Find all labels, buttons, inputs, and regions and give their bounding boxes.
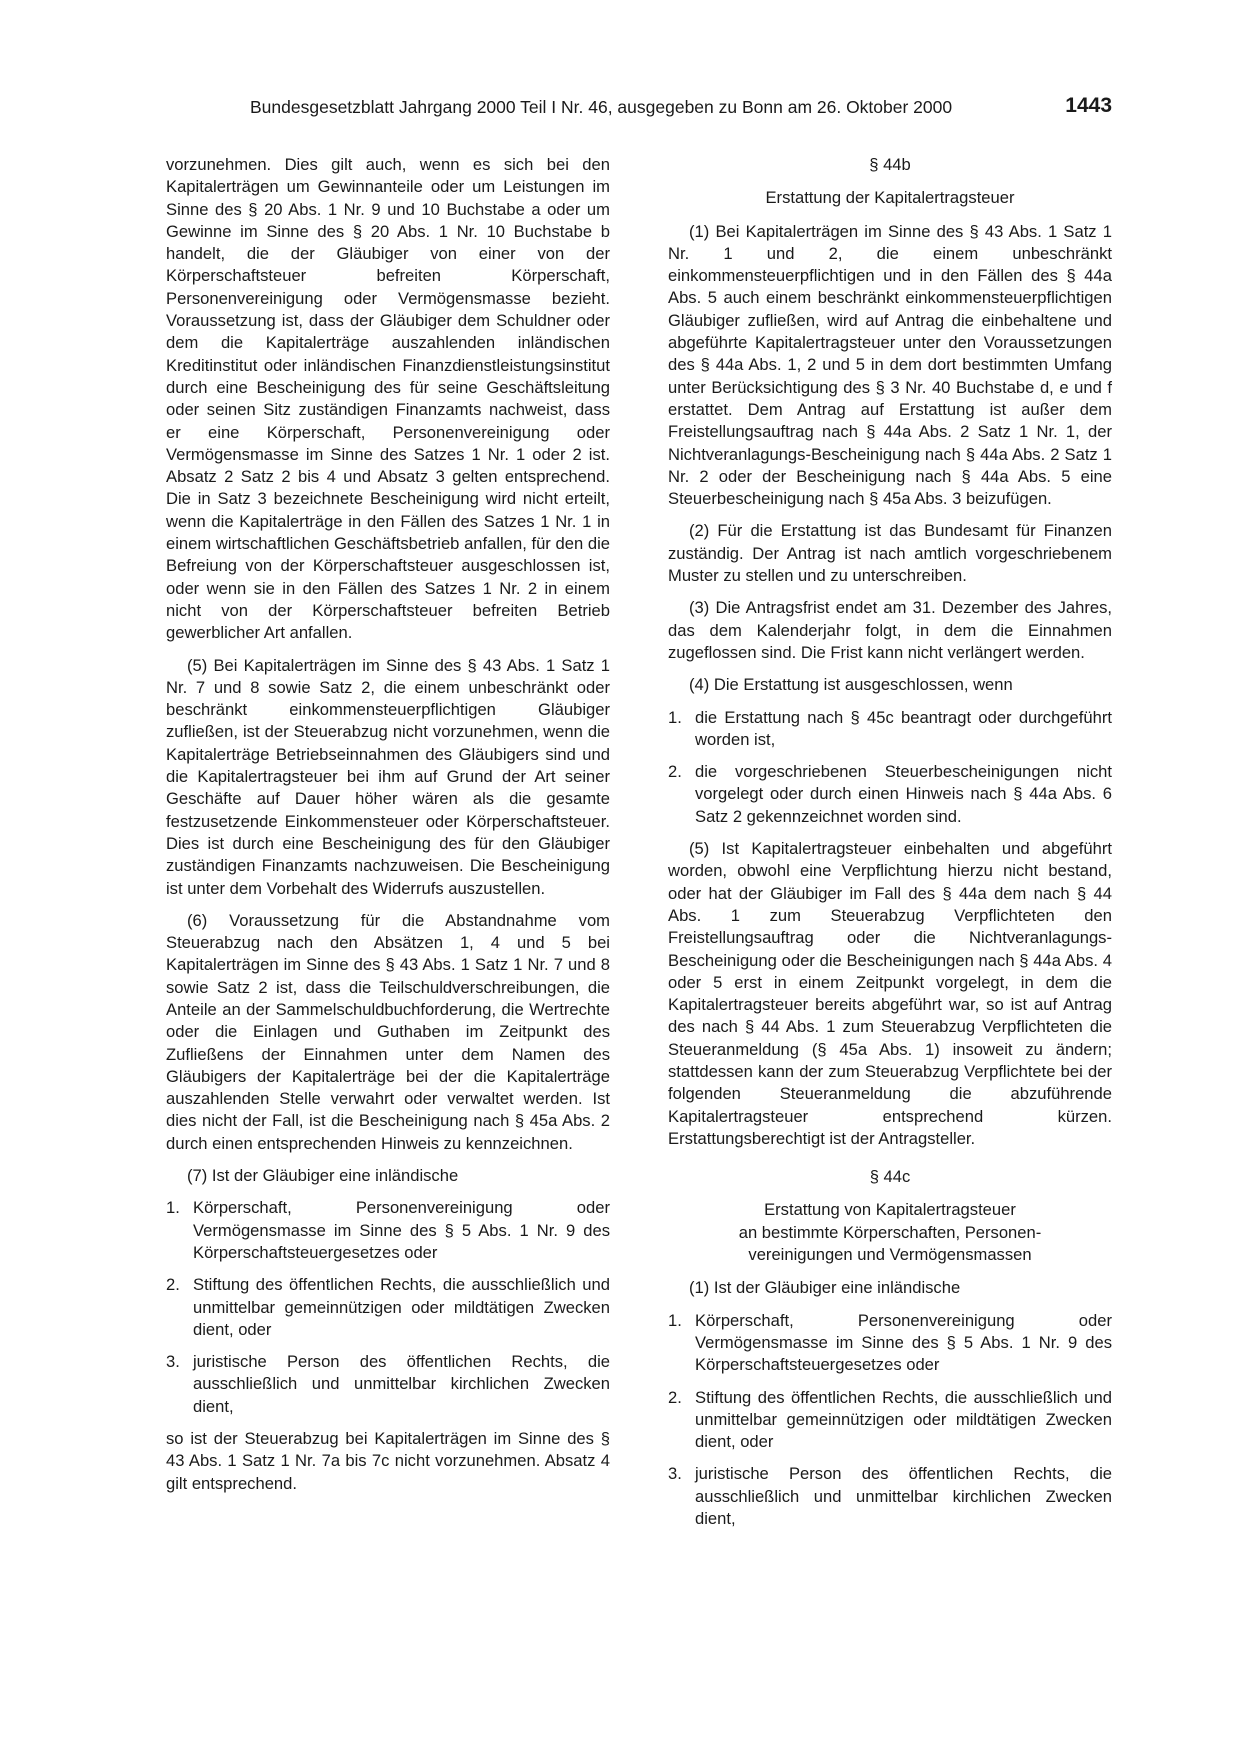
section-44c-title-line: an bestimmte Körperschaften, Personen- xyxy=(738,1222,1042,1242)
header-title: Bundesgesetzblatt Jahrgang 2000 Teil I Nr. 46, ausgegeben zu Bonn am 26. Oktober 2000 xyxy=(250,97,953,117)
section-44b-paragraph-1: (1) Bei Kapitalerträgen im Sinne des § 43 Abs. 1 Satz 1 Nr. 1 und 2, die einem unbeschränkt einkommensteuerpflichtigen und in den Fällen des § 44a Abs. 5 auch einem beschränkt einkommensteuerpflichtigen Gläubiger zufließen, wird auf Antrag die einbehaltene und abgeführte Kapitalertragsteuer unter den Voraussetzungen des § 44a Abs. 1, 2 und 5 in dem dort bestimmten Umfang unter Berücksichtigung des § 3 Nr. 40 Buchstabe d, e und f erstattet. Dem Antrag auf Erstattung ist außer dem Freistellungsauftrag nach § 44a Abs. 2 Satz 1 Nr. 1, der Nichtveranlagungs-Bescheinigung nach § 44a Abs. 2 Satz 1 Nr. 2 oder der Bescheinigung nach § 44a Abs. 5 eine Steuerbescheinigung nach § 45a Abs. 3 beizufügen. xyxy=(668,221,1112,509)
list-item xyxy=(668,707,1112,752)
paragraph-continuation: vorzunehmen. Dies gilt auch, wenn es sich bei den Kapitalerträgen um Gewinnanteile oder um Leistungen im Sinne des § 20 Abs. 1 Nr. 9 und 10 Buchstabe a oder um Gewinne im Sinne des § 20 Abs. 1 Nr. 10 Buchstabe b handelt, die der Gläubiger von einer von der Körperschaftsteuer befreiten Körperschaft, Personenvereinigung oder Vermögensmasse bezieht. Voraussetzung ist, dass der Gläubiger dem Schuldner oder dem die Kapitalerträge auszahlenden inländischen Kreditinstitut oder inländischen Finanzdienstleistungsinstitut durch eine Bescheinigung des für seine Geschäftsleitung oder seinen Sitz zuständigen Finanzamts nachweist, dass er eine Körperschaft, Personenvereinigung oder Vermögensmasse im Sinne des Satzes 1 Nr. 1 oder 2 ist. Absatz 2 Satz 2 bis 4 und Absatz 3 gelten entsprechend. Die in Satz 3 bezeichnete Bescheinigung wird nicht erteilt, wenn die Kapitalerträge in den Fällen des Satzes 1 Nr. 1 in einem wirtschaftlichen Geschäftsbetrieb anfallen, für den die Befreiung von der Körperschaftsteuer ausgeschlossen ist, oder wenn sie in den Fällen des Satzes 1 Nr. 2 in einem nicht von der Körperschaftsteuer befreiten Betrieb gewerblicher Art anfallen. xyxy=(166,155,610,643)
paragraph-7-lead: (7) Ist der Gläubiger eine inländische xyxy=(187,1166,459,1186)
page-header xyxy=(164,94,1112,127)
section-44b-paragraph-4-list xyxy=(668,707,1112,828)
list-item xyxy=(668,1310,1112,1377)
list-text: Stiftung des öffentlichen Rechts, die ausschließlich und unmittelbar gemeinnützigen oder mildtätigen Zwecken dient, oder xyxy=(193,1275,610,1339)
section-44c-title-line: Erstattung von Kapitalertragsteuer xyxy=(764,1200,1016,1220)
section-44b-paragraph-2: (2) Für die Erstattung ist das Bundesamt für Finanzen zuständig. Der Antrag ist nach amtlich vorgeschriebenem Muster zu stellen und zu unterschreiben. xyxy=(668,521,1112,586)
page-number: 1443 xyxy=(1065,94,1112,117)
section-44b-number: § 44b xyxy=(869,155,911,174)
list-number: 2. xyxy=(668,1387,682,1407)
list-number: 2. xyxy=(668,762,682,782)
right-column xyxy=(668,154,1112,1540)
list-text: juristische Person des öffentlichen Rechts, die ausschließlich und unmittelbar kirchlichen Zwecken dient, xyxy=(695,1464,1112,1529)
list-number: 3. xyxy=(166,1352,180,1372)
section-44b-paragraph-5: (5) Ist Kapitalertragsteuer einbehalten und abgeführt worden, obwohl eine Verpflichtung hierzu nicht bestand, oder hat der Gläubiger im Fall des § 44a dem nach § 44 Abs. 1 zum Steuerabzug Verpflichteten den Freistellungsauftrag oder die Nichtveranlagungs-Bescheinigung oder die Bescheinigungen nach § 44a Abs. 4 oder 5 erst in einem Zeitpunkt vorgelegt, in dem die Kapitalertragsteuer bereits abgeführt war, so ist auf Antrag des nach § 44 Abs. 1 zum Steuerabzug Verpflichteten die Steueranmeldung (§ 45a Abs. 1) insoweit zu ändern; stattdessen kann der zum Steuerabzug Verpflichtete bei der folgenden Steueranmeldung die abzuführende Kapitalertragsteuer entsprechend kürzen. Erstattungsberechtigt ist der Antragsteller. xyxy=(668,839,1112,1148)
list-item xyxy=(166,1351,610,1418)
paragraph-7-tail: so ist der Steuerabzug bei Kapitalerträgen im Sinne des § 43 Abs. 1 Satz 1 Nr. 7a bis 7c nicht vorzunehmen. Absatz 4 gilt entsprechend. xyxy=(166,1429,610,1493)
list-text: Körperschaft, Personenvereinigung oder Vermögensmasse im Sinne des § 5 Abs. 1 Nr. 9 des Körperschaftsteuergesetzes oder xyxy=(695,1310,1112,1375)
list-text: juristische Person des öffentlichen Rechts, die ausschließlich und unmittelbar kirchlichen Zwecken dient, xyxy=(193,1352,610,1416)
section-44c-paragraph-1-list xyxy=(668,1310,1112,1531)
left-column xyxy=(166,154,610,1505)
paragraph-5: (5) Bei Kapitalerträgen im Sinne des § 43 Abs. 1 Satz 1 Nr. 7 und 8 sowie Satz 2, die einem unbeschränkt oder beschränkt einkommensteuerpflichtigen Gläubiger zufließen, ist der Steuerabzug nicht vorzunehmen, wenn die Kapitalerträge Betriebseinnahmen des Gläubigers sind und die Kapitalertragsteuer bei ihm auf Grund der Art seiner Geschäfte auf Dauer höher wären als die gesamte festzusetzende Einkommensteuer oder Körperschaftsteuer. Dies ist durch eine Bescheinigung des für den Gläubiger zuständigen Finanzamts nachzuweisen. Die Bescheinigung ist unter dem Vorbehalt des Widerrufs auszustellen. xyxy=(166,655,610,898)
list-item xyxy=(166,1274,610,1341)
paragraph-7-list xyxy=(166,1197,610,1418)
list-number: 2. xyxy=(166,1275,180,1295)
list-item xyxy=(668,1463,1112,1530)
section-44c-title xyxy=(668,1199,1112,1266)
paragraph-6: (6) Voraussetzung für die Abstandnahme vom Steuerabzug nach den Absätzen 1, 4 und 5 bei Kapitalerträgen im Sinne des § 43 Abs. 1 Satz 1 Nr. 7 und 8 sowie Satz 2 ist, dass die Teilschuldverschreibungen, die Anteile an der Sammelschuldbuchforderung, die Wertrechte oder die Einlagen und Guthaben im Zeitpunkt des Zufließens der Einnahmen unter dem Namen des Gläubigers der Kapitalerträge bei der die Kapitalerträge auszahlenden Stelle verwahrt oder verwaltet werden. Ist dies nicht der Fall, ist die Bescheinigung nach § 45a Abs. 2 durch einen entsprechenden Hinweis zu kennzeichnen. xyxy=(166,910,610,1153)
section-44b-title: Erstattung der Kapitalertragsteuer xyxy=(765,188,1015,208)
list-text: die vorgeschriebenen Steuerbescheinigungen nicht vorgelegt oder durch einen Hinweis nach § 44a Abs. 6 Satz 2 gekennzeichnet worden sind. xyxy=(695,762,1112,826)
section-44c-number: § 44c xyxy=(869,1167,911,1187)
section-44b-paragraph-3: (3) Die Antragsfrist endet am 31. Dezember des Jahres, das dem Kalenderjahr folgt, in dem die Einnahmen zugeflossen sind. Die Frist kann nicht verlängert werden. xyxy=(668,598,1112,662)
list-text: Stiftung des öffentlichen Rechts, die ausschließlich und unmittelbar gemeinnützigen oder mildtätigen Zwecken dient, oder xyxy=(695,1387,1112,1452)
list-item xyxy=(166,1197,610,1264)
list-item xyxy=(668,1387,1112,1454)
list-number: 1. xyxy=(668,707,682,727)
list-item xyxy=(668,761,1112,828)
list-number: 3. xyxy=(668,1464,682,1484)
section-44c-title-line: vereinigungen und Vermögensmassen xyxy=(748,1245,1032,1265)
section-44b-paragraph-4-lead: (4) Die Erstattung ist ausgeschlossen, wenn xyxy=(689,675,1013,695)
section-44c-paragraph-1-lead: (1) Ist der Gläubiger eine inländische xyxy=(689,1278,961,1298)
list-number: 1. xyxy=(668,1310,682,1330)
list-text: die Erstattung nach § 45c beantragt oder durchgeführt worden ist, xyxy=(695,707,1112,749)
list-number: 1. xyxy=(166,1198,180,1218)
list-text: Körperschaft, Personenvereinigung oder Vermögensmasse im Sinne des § 5 Abs. 1 Nr. 9 des Körperschaftsteuergesetzes oder xyxy=(193,1198,610,1262)
